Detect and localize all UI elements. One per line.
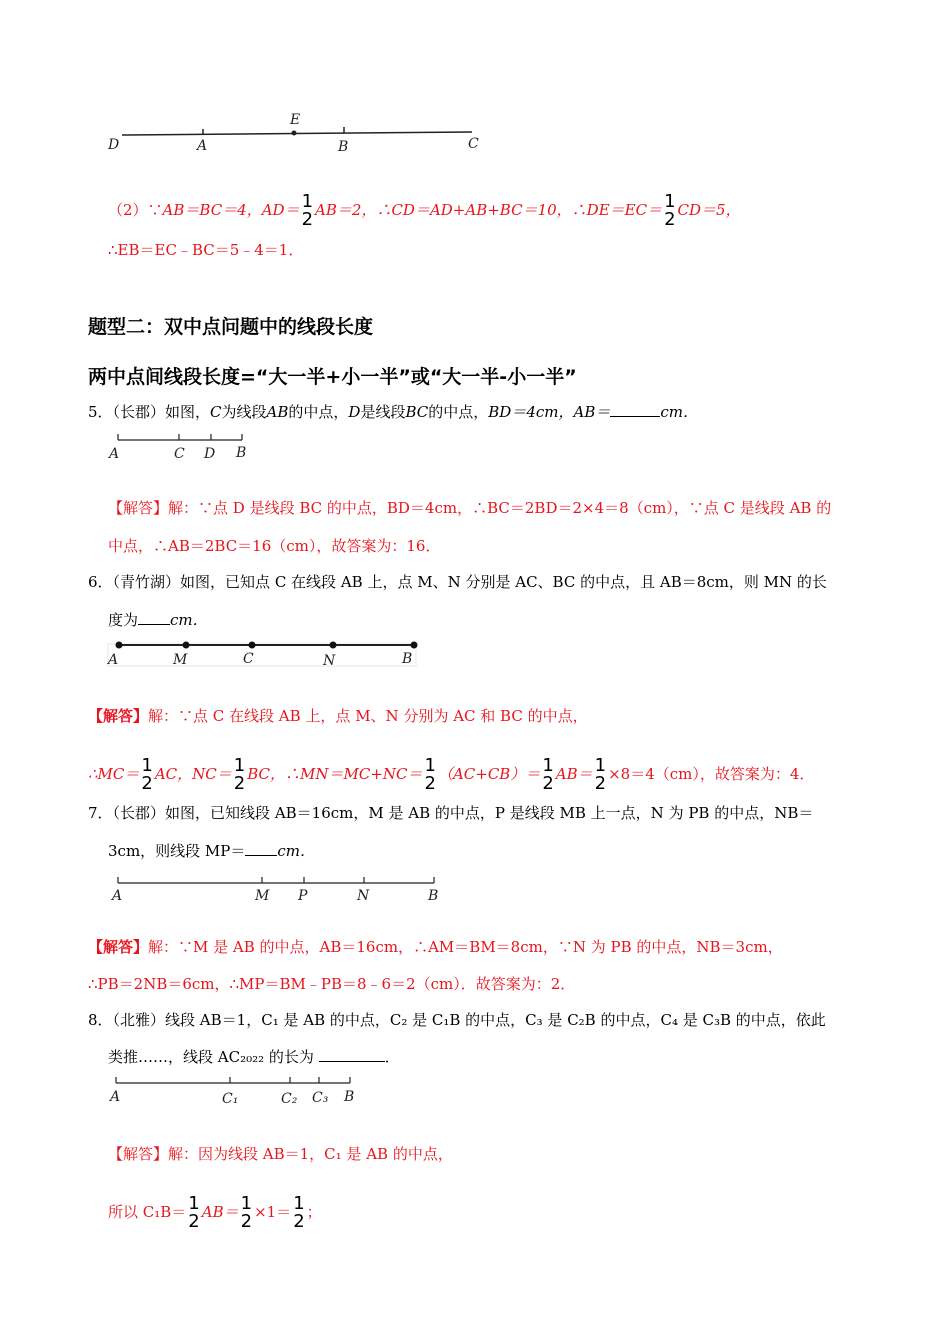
solution-2-line1: （2）∵AB＝BC＝4，AD＝ 1 2 AB＝2，∴CD＝AD+AB+BC＝10，∴DE＝EC＝ 1 2 CD＝5， xyxy=(108,191,741,230)
question-6-line2: 度为 cm． xyxy=(108,611,208,629)
q8-label-c1: C₁ xyxy=(222,1091,239,1107)
q5-label-a: A xyxy=(109,446,120,462)
label-a: A xyxy=(197,138,208,154)
question-8-line1: 8．（北雅）线段 AB＝1，C₁ 是 AB 的中点，C₂ 是 C₁B 的中点，C₃ 是 C₂B 的中点，C₄ 是 C₃B 的中点，依此 xyxy=(88,1011,826,1029)
answer-5-line2: 中点，∴AB＝2BC＝16（cm），故答案为：16． xyxy=(108,537,441,555)
question-6-line1: 6．（青竹湖）如图，已知点 C 在线段 AB 上，点 M、N 分别是 AC、BC 的中点，且 AB＝8cm，则 MN 的长 xyxy=(88,573,827,591)
question-7-line2: 3cm，则线段 MP＝ cm． xyxy=(108,842,316,860)
answer-6-line1: 【解答】解：∵点 C 在线段 AB 上，点 M、N 分别为 AC 和 BC 的中点， xyxy=(88,707,588,725)
section-heading: 题型二：双中点问题中的线段长度 xyxy=(88,316,374,338)
question-8-line2: 类推……，线段 AC₂₀₂₂ 的长为 ． xyxy=(108,1048,400,1066)
q7-label-m: M xyxy=(255,888,270,904)
label-c: C xyxy=(468,136,479,152)
q7-label-b: B xyxy=(428,888,439,904)
q7-label-n: N xyxy=(357,888,370,904)
q5-label-c: C xyxy=(174,446,185,462)
q8-label-c3: C₃ xyxy=(312,1090,329,1106)
q8-label-a: A xyxy=(110,1089,121,1105)
answer-8-line1: 【解答】解：因为线段 AB＝1，C₁ 是 AB 的中点， xyxy=(108,1145,453,1163)
answer-8-line2: 所以 C₁B＝ 1 2 AB＝ 1 2 ×1＝ 1 2 ； xyxy=(108,1193,322,1232)
q8-label-c2: C₂ xyxy=(281,1091,298,1107)
label-b: B xyxy=(338,139,349,155)
q6-label-a: A xyxy=(108,652,119,668)
question-7-line1: 7．（长郡）如图，已知线段 AB＝16cm，M 是 AB 的中点，P 是线段 MB 上一点，N 为 PB 的中点，NB＝ xyxy=(88,804,814,822)
figure-q6 xyxy=(104,636,424,670)
figure-q5 xyxy=(100,428,270,464)
answer-7-line1: 【解答】解：∵M 是 AB 的中点，AB＝16cm，∴AM＝BM＝8cm，∵N 为 PB 的中点，NB＝3cm， xyxy=(88,938,783,956)
q8-label-b: B xyxy=(344,1089,355,1105)
label-d: D xyxy=(108,137,120,153)
figure-segment-dc xyxy=(100,105,500,160)
q5-label-b: B xyxy=(236,445,247,461)
section-subheading: 两中点间线段长度=“大一半+小一半”或“大一半-小一半” xyxy=(88,366,577,388)
answer-5-line1: 【解答】解：∵点 D 是线段 BC 的中点，BD＝4cm，∴BC＝2BD＝2×4＝8（cm），∵点 C 是线段 AB 的 xyxy=(108,499,832,517)
question-5: 5．（长郡）如图，C为线段AB的中点，D是线段BC的中点，BD＝4cm，AB＝ cm． xyxy=(88,403,698,421)
q6-label-n: N xyxy=(323,653,336,669)
q5-label-d: D xyxy=(204,446,216,462)
answer-7-line2: ∴PB＝2NB＝6cm，∴MP＝BM﹣PB＝8﹣6＝2（cm）．故答案为：2． xyxy=(88,975,576,993)
answer-6-line2: ∴MC＝ 1 2 AC，NC＝ 1 2 BC，∴MN＝MC+NC＝ 1 2 （AC+CB）＝ 1 2 AB＝ 1 2 ×8＝4（cm），故答案为：4． xyxy=(88,755,815,794)
figure-q7 xyxy=(104,872,449,906)
solution-2-line2: ∴EB＝EC﹣BC＝5﹣4＝1． xyxy=(108,241,304,259)
q6-label-b: B xyxy=(402,651,413,667)
label-e: E xyxy=(290,112,301,128)
q6-label-m: M xyxy=(173,652,188,668)
q7-label-a: A xyxy=(112,888,123,904)
q6-label-c: C xyxy=(243,651,254,667)
q7-label-p: P xyxy=(298,888,308,904)
figure-q8 xyxy=(104,1074,364,1112)
